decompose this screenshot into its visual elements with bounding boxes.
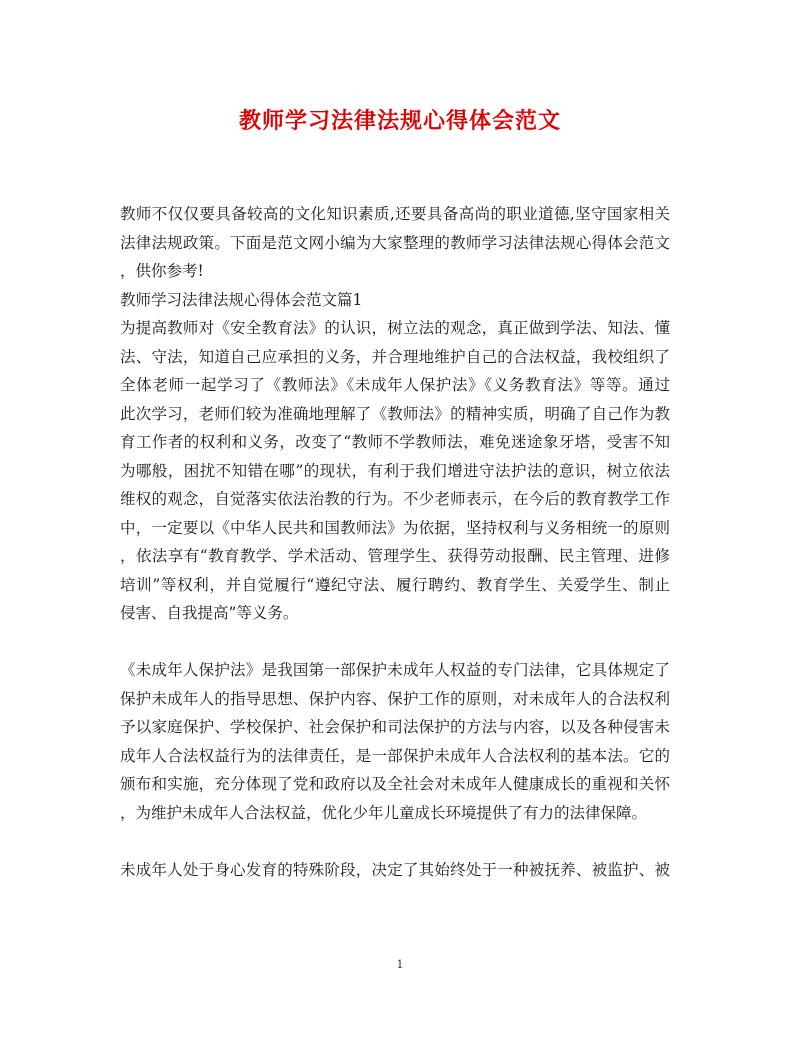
document-body — [120, 200, 670, 884]
text-line: ，为维护未成年人合法权益，优化少年儿童成长环境提供了有力的法律保障。 — [120, 803, 648, 822]
text-line: 维权的观念，自觉落实依法治教的行为。不少老师表示，在今后的教育教学工作 — [120, 490, 670, 508]
text-line: 颁布和实施，充分体现了党和政府以及全社会对未成年人健康成长的重视和关怀 — [120, 775, 670, 793]
text-line: 成年人合法权益行为的法律责任，是一部保护未成年人合法权利的基本法。它的 — [120, 746, 670, 765]
text-line: 为提高教师对《安全教育法》的认识，树立法的观念，真正做到学法、知法、懂 — [120, 319, 670, 337]
text-line: 保护未成年人的指导思想、保护内容、保护工作的原则，对未成年人的合法权利 — [120, 689, 670, 708]
section-heading: 教师学习法律法规心得体会范文篇1 — [120, 290, 363, 309]
text-line: 中，一定要以《中华人民共和国教师法》为依据，坚持权利与义务相统一的原则 — [120, 518, 670, 537]
paragraph-spacer — [120, 827, 670, 856]
text-line: 《未成年人保护法》是我国第一部保护未成年人权益的专门法律，它具体规定了 — [120, 661, 670, 679]
text-line: 法律法规政策。下面是范文网小编为大家整理的教师学习法律法规心得体会范文 — [120, 233, 670, 252]
text-line: 为哪般，困扰不知错在哪”的现状，有利于我们增进守法护法的意识，树立依法 — [120, 461, 670, 480]
text-line: 教师不仅仅要具备较高的文化知识素质,还要具备高尚的职业道德,坚守国家相关 — [120, 205, 670, 223]
text-line: 法、守法，知道自己应承担的义务，并合理地维护自己的合法权益，我校组织了 — [120, 347, 670, 366]
text-line: 予以家庭保护、学校保护、社会保护和司法保护的方法与内容，以及各种侵害未 — [120, 718, 670, 736]
text-line: ，供你参考! — [120, 262, 204, 280]
text-line: 未成年人处于身心发育的特殊阶段，决定了其始终处于一种被抚养、被监护、被 — [120, 860, 670, 879]
text-line: 培训”等权利，并自觉履行“遵纪守法、履行聘约、教育学生、关爱学生、制止 — [120, 575, 670, 594]
text-line: ，依法享有“教育教学、学术活动、管理学生、获得劳动报酬、民主管理、进修 — [120, 547, 670, 565]
text-line: 此次学习，老师们较为准确地理解了《教师法》的精神实质，明确了自己作为教 — [120, 404, 670, 423]
document-title: 教师学习法律法规心得体会范文 — [238, 108, 561, 134]
text-line: 侵害、自我提高”等义务。 — [120, 604, 299, 622]
text-line: 育工作者的权利和义务，改变了“教师不学教师法，难免迷途象牙塔，受害不知 — [120, 433, 670, 451]
text-line: 全体老师一起学习了《教师法》《未成年人保护法》《义务教育法》等等。通过 — [120, 376, 670, 394]
paragraph-spacer — [120, 628, 670, 657]
page-number: 1 — [396, 958, 404, 971]
